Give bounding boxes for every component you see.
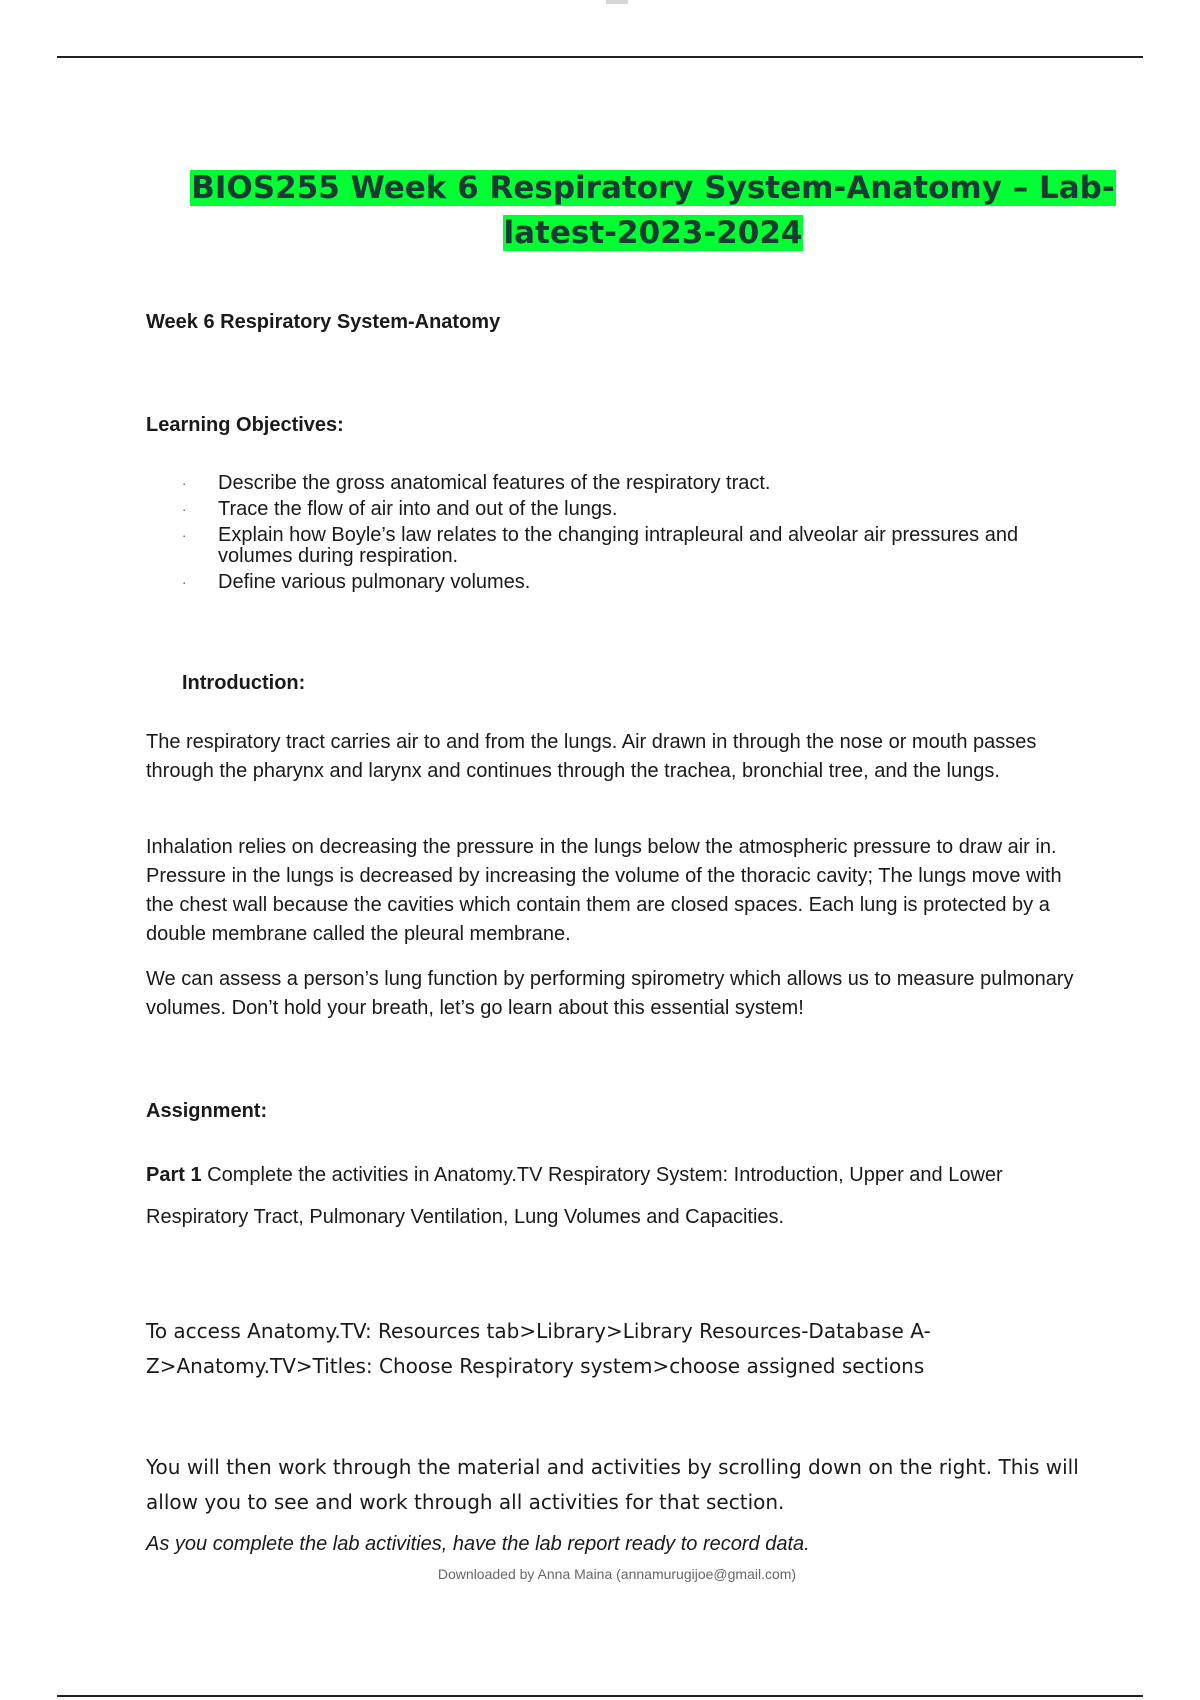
lab-report-note: As you complete the lab activities, have the lab report ready to record data. — [146, 1533, 810, 1555]
list-item — [146, 499, 1086, 520]
bullet-icon: · — [182, 502, 187, 517]
list-item — [146, 572, 1086, 593]
assignment-heading: Assignment: — [146, 1100, 268, 1122]
objective-text: Describe the gross anatomical features of the respiratory tract. — [218, 472, 771, 494]
part1-paragraph — [146, 1154, 1091, 1238]
bullet-icon: · — [182, 528, 187, 543]
header-rule — [57, 56, 1143, 58]
bullet-icon: · — [182, 476, 187, 491]
top-page-mark — [606, 0, 628, 4]
part1-label: Part 1 — [146, 1164, 202, 1186]
intro-paragraph-1: The respiratory tract carries air to and from the lungs. Air drawn in through the nose or mouth passes through the pharynx and larynx and continues through the trachea, bronchial tree, and the lungs. — [146, 731, 1037, 782]
work-instructions: You will then work through the material and activities by scrolling down on the right. This will allow you to see and work through all activities for that section. — [146, 1455, 1079, 1514]
learning-objectives-list — [146, 473, 1086, 598]
access-instructions: To access Anatomy.TV: Resources tab>Library>Library Resources-Database A-Z>Anatomy.TV>Titles: Choose Respiratory system>choose assigned sections — [146, 1319, 931, 1378]
document-title — [140, 166, 1166, 256]
learning-objectives-heading: Learning Objectives: — [146, 414, 344, 436]
footer-rule — [57, 1695, 1143, 1697]
objective-text: Explain how Boyle’s law relates to the changing intrapleural and alveolar air pressures and volumes during respiration. — [218, 524, 1019, 567]
objective-text: Define various pulmonary volumes. — [218, 571, 531, 593]
download-footer: Downloaded by Anna Maina (annamurugijoe@gmail.com) — [437, 1566, 797, 1582]
objective-text: Trace the flow of air into and out of the lungs. — [218, 498, 618, 520]
intro-paragraph-2: Inhalation relies on decreasing the pressure in the lungs below the atmospheric pressure to draw air in. Pressure in the lungs is decreased by increasing the volume of the thoracic cavity; The lungs move with the chest wall because the cavities which contain them are closed spaces. Each lung is protected by a double membrane called the pleural membrane. — [146, 836, 1062, 945]
title-highlight: BIOS255 Week 6 Respiratory System-Anatomy – Lab-latest-2023-2024 — [191, 170, 1115, 251]
list-item — [146, 473, 1086, 494]
list-item — [146, 525, 1086, 567]
bullet-icon: · — [182, 575, 187, 590]
introduction-heading: Introduction: — [182, 672, 306, 694]
intro-paragraph-3: We can assess a person’s lung function by performing spirometry which allows us to measure pulmonary volumes. Don’t hold your breath, let’s go learn about this essential system! — [146, 968, 1074, 1019]
document-subtitle: Week 6 Respiratory System-Anatomy — [146, 311, 501, 333]
part1-text: Complete the activities in Anatomy.TV Respiratory System: Introduction, Upper and Lower Respiratory Tract, Pulmonary Ventilation, Lung Volumes and Capacities. — [146, 1164, 1003, 1228]
